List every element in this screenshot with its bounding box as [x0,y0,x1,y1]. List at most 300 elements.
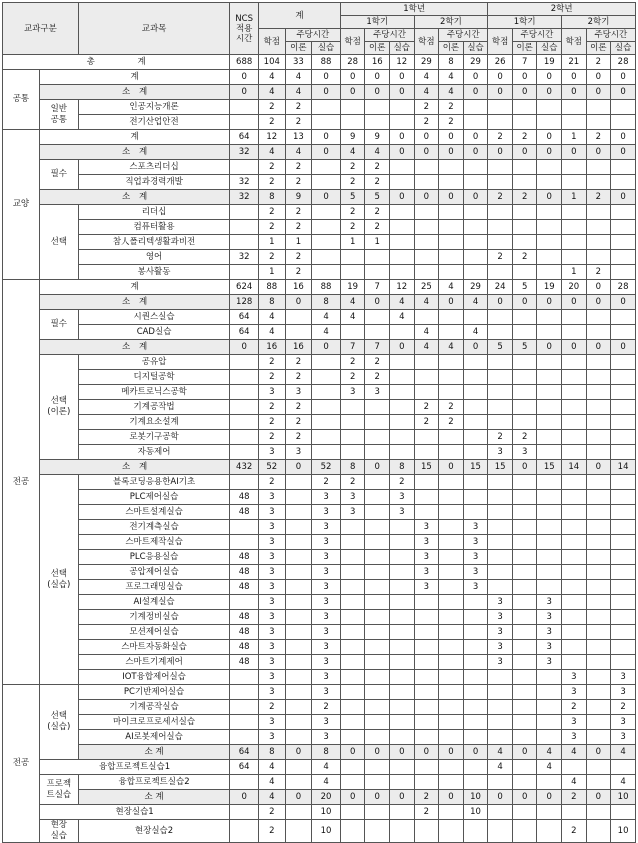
value-cell [463,775,488,790]
value-cell [365,100,390,115]
subject-name: 인공지능개론 [78,100,230,115]
value-cell [562,370,587,385]
value-cell [488,505,513,520]
value-cell [586,820,611,843]
value-cell: 0 [488,295,513,310]
group-major2: 전공 [3,685,40,843]
value-cell [390,205,415,220]
header-y2-sem2: 2학기 [562,16,636,29]
value-cell: 0 [562,295,587,310]
value-cell [537,220,562,235]
value-cell [463,655,488,670]
ncs-hours-cell: 32 [230,190,259,205]
ncs-hours-cell: 688 [230,55,259,70]
value-cell: 4 [312,325,341,340]
value-cell: 3 [312,715,341,730]
table-body [3,55,636,843]
table-row [3,445,636,460]
value-cell: 0 [463,130,488,145]
value-cell [586,370,611,385]
value-cell: 3 [537,640,562,655]
value-cell [390,550,415,565]
value-cell: 3 [258,715,285,730]
value-cell: 2 [414,790,439,805]
value-cell: 0 [512,85,537,100]
curriculum-table [2,2,636,843]
value-cell: 0 [611,85,636,100]
value-cell: 0 [414,745,439,760]
value-cell [439,310,464,325]
value-cell [439,535,464,550]
value-cell [611,100,636,115]
value-cell: 0 [439,460,464,475]
value-cell [611,505,636,520]
value-cell: 2 [258,355,285,370]
value-cell [439,670,464,685]
ncs-hours-cell [230,820,259,843]
value-cell: 3 [258,655,285,670]
header-category: 교과구분 [3,3,79,55]
header-credit: 학점 [340,29,365,55]
value-cell [611,565,636,580]
header-credit: 학점 [414,29,439,55]
value-cell: 2 [414,100,439,115]
value-cell: 8 [312,295,341,310]
value-cell [537,550,562,565]
value-cell [463,700,488,715]
table-row [3,790,636,805]
value-cell: 12 [258,130,285,145]
value-cell: 2 [340,175,365,190]
value-cell: 4 [611,775,636,790]
value-cell: 1 [258,235,285,250]
value-cell: 24 [488,280,513,295]
value-cell: 3 [488,445,513,460]
ncs-hours-cell [230,415,259,430]
value-cell: 2 [285,220,312,235]
subject-name: 소 계 [78,745,230,760]
value-cell: 3 [258,640,285,655]
value-cell: 12 [390,280,415,295]
value-cell: 52 [312,460,341,475]
value-cell [390,325,415,340]
value-cell: 0 [390,145,415,160]
subject-name: 스마트자동화실습 [78,640,230,655]
value-cell [390,715,415,730]
ncs-hours-cell [230,370,259,385]
value-cell [390,670,415,685]
subject-name: 공유압 [78,355,230,370]
header-weekly: 주당시간 [512,29,561,42]
ncs-hours-cell: 32 [230,145,259,160]
value-cell [537,310,562,325]
table-row [3,550,636,565]
value-cell [562,535,587,550]
table-row [3,205,636,220]
value-cell [390,565,415,580]
value-cell [365,415,390,430]
value-cell: 2 [312,475,341,490]
table-row [3,415,636,430]
value-cell [463,670,488,685]
header-weekly: 주당시간 [439,29,488,42]
value-cell [390,685,415,700]
ncs-hours-cell: 48 [230,655,259,670]
table-row [3,130,636,145]
value-cell [537,250,562,265]
value-cell: 4 [562,775,587,790]
value-cell: 3 [312,520,341,535]
value-cell: 2 [562,700,587,715]
value-cell [562,490,587,505]
ncs-hours-cell: 48 [230,505,259,520]
value-cell: 8 [390,460,415,475]
value-cell [512,550,537,565]
value-cell [488,730,513,745]
table-row [3,490,636,505]
table-row [3,580,636,595]
value-cell: 104 [258,55,285,70]
value-cell: 15 [463,460,488,475]
value-cell [512,310,537,325]
table-row [3,85,636,100]
value-cell: 4 [285,145,312,160]
value-cell: 7 [340,340,365,355]
value-cell: 0 [390,340,415,355]
value-cell: 2 [258,430,285,445]
value-cell [537,355,562,370]
value-cell [312,445,341,460]
value-cell: 0 [414,190,439,205]
value-cell [512,415,537,430]
value-cell: 15 [488,460,513,475]
value-cell [365,550,390,565]
value-cell [414,685,439,700]
subject-name: 프로그래밍실습 [78,580,230,595]
value-cell: 4 [312,310,341,325]
value-cell: 19 [537,55,562,70]
value-cell [562,760,587,775]
value-cell: 0 [562,85,587,100]
value-cell: 0 [312,130,341,145]
value-cell [365,400,390,415]
value-cell: 5 [512,280,537,295]
value-cell [390,535,415,550]
value-cell [611,475,636,490]
value-cell [340,400,365,415]
value-cell [340,535,365,550]
value-cell: 0 [365,85,390,100]
value-cell: 0 [611,70,636,85]
value-cell [611,445,636,460]
value-cell [312,355,341,370]
ncs-hours-cell [230,595,259,610]
value-cell [463,490,488,505]
ncs-hours-cell: 48 [230,625,259,640]
value-cell [340,760,365,775]
value-cell [414,655,439,670]
value-cell: 0 [586,295,611,310]
value-cell [365,595,390,610]
value-cell [365,820,390,843]
value-cell: 9 [285,190,312,205]
value-cell: 16 [285,280,312,295]
value-cell: 2 [365,175,390,190]
value-cell: 2 [488,190,513,205]
value-cell [285,595,312,610]
value-cell: 0 [312,340,341,355]
value-cell: 0 [586,745,611,760]
value-cell [390,700,415,715]
ncs-hours-cell [230,160,259,175]
value-cell [365,640,390,655]
value-cell [285,490,312,505]
value-cell [463,160,488,175]
value-cell: 3 [258,385,285,400]
value-cell [512,685,537,700]
value-cell: 2 [439,400,464,415]
subject-name: 마이크로프로세서실습 [78,715,230,730]
ncs-hours-cell [230,400,259,415]
table-row [3,595,636,610]
value-cell: 0 [340,85,365,100]
value-cell: 2 [340,205,365,220]
header-theory: 이론 [285,42,312,55]
value-cell: 52 [258,460,285,475]
value-cell [390,370,415,385]
value-cell [439,205,464,220]
value-cell [340,655,365,670]
value-cell [562,610,587,625]
value-cell [512,595,537,610]
value-cell [285,655,312,670]
header-theory: 이론 [586,42,611,55]
value-cell: 3 [562,685,587,700]
value-cell [414,700,439,715]
value-cell: 7 [365,280,390,295]
value-cell [365,325,390,340]
value-cell [414,445,439,460]
value-cell: 2 [365,370,390,385]
value-cell: 3 [463,550,488,565]
ncs-hours-cell: 64 [230,325,259,340]
table-row [3,55,636,70]
value-cell: 3 [611,730,636,745]
value-cell [463,250,488,265]
value-cell [285,715,312,730]
value-cell: 5 [365,190,390,205]
value-cell: 0 [312,190,341,205]
header-practice: 실습 [312,42,341,55]
value-cell: 3 [258,595,285,610]
value-cell: 0 [488,145,513,160]
value-cell: 5 [340,190,365,205]
value-cell: 16 [365,55,390,70]
value-cell [488,310,513,325]
value-cell [512,265,537,280]
value-cell [340,520,365,535]
value-cell [512,700,537,715]
value-cell [562,355,587,370]
value-cell: 0 [390,190,415,205]
table-row [3,160,636,175]
header-weekly: 주당시간 [586,29,635,42]
value-cell: 3 [414,565,439,580]
value-cell: 0 [537,70,562,85]
ncs-hours-cell: 624 [230,280,259,295]
value-cell: 3 [414,550,439,565]
value-cell: 2 [258,820,285,843]
value-cell: 2 [611,700,636,715]
ncs-hours-cell: 432 [230,460,259,475]
value-cell [390,115,415,130]
value-cell [562,205,587,220]
value-cell: 0 [340,790,365,805]
group-required: 필수 [39,310,78,340]
value-cell: 2 [285,205,312,220]
value-cell [439,385,464,400]
value-cell [439,160,464,175]
value-cell [562,325,587,340]
value-cell [562,565,587,580]
subject-name: 모션제어실습 [78,625,230,640]
value-cell: 10 [312,820,341,843]
value-cell: 3 [312,730,341,745]
value-cell: 2 [488,250,513,265]
value-cell [390,235,415,250]
value-cell: 4 [439,70,464,85]
value-cell: 0 [439,745,464,760]
value-cell: 3 [258,580,285,595]
value-cell [439,445,464,460]
value-cell [586,610,611,625]
value-cell [285,550,312,565]
value-cell: 0 [285,460,312,475]
value-cell [439,505,464,520]
value-cell [586,100,611,115]
value-cell [611,580,636,595]
value-cell [611,385,636,400]
value-cell [488,565,513,580]
subject-name: AI설계실습 [78,595,230,610]
value-cell: 4 [439,280,464,295]
value-cell [365,700,390,715]
value-cell [285,310,312,325]
header-credit: 학점 [562,29,587,55]
ncs-hours-cell [230,115,259,130]
table-row [3,310,636,325]
value-cell [512,235,537,250]
table-row [3,805,636,820]
value-cell: 0 [586,280,611,295]
table-row [3,400,636,415]
value-cell [414,775,439,790]
value-cell [390,400,415,415]
ncs-hours-cell [230,475,259,490]
value-cell [463,685,488,700]
ncs-hours-cell [230,100,259,115]
value-cell [463,175,488,190]
value-cell [488,490,513,505]
value-cell [439,520,464,535]
value-cell: 0 [365,745,390,760]
value-cell: 3 [562,715,587,730]
value-cell [586,415,611,430]
value-cell [340,250,365,265]
value-cell [488,325,513,340]
value-cell: 2 [258,475,285,490]
value-cell [312,415,341,430]
value-cell [586,205,611,220]
value-cell: 3 [414,535,439,550]
sum-label: 계 [39,70,229,85]
value-cell [463,310,488,325]
value-cell [390,610,415,625]
value-cell: 0 [463,190,488,205]
group-common: 공통 [3,70,40,130]
value-cell [537,520,562,535]
value-cell: 2 [512,130,537,145]
value-cell [512,400,537,415]
value-cell [488,370,513,385]
value-cell [611,235,636,250]
value-cell: 8 [258,190,285,205]
value-cell [390,640,415,655]
value-cell [611,205,636,220]
value-cell: 29 [463,280,488,295]
subject-name: 스포츠리더십 [78,160,230,175]
ncs-hours-cell: 64 [230,130,259,145]
value-cell: 29 [414,55,439,70]
value-cell: 3 [258,610,285,625]
value-cell [312,100,341,115]
table-row [3,100,636,115]
table-row [3,760,636,775]
value-cell: 8 [258,295,285,310]
value-cell [562,250,587,265]
ncs-hours-cell: 48 [230,565,259,580]
value-cell: 20 [562,280,587,295]
header-theory: 이론 [512,42,537,55]
value-cell [439,325,464,340]
value-cell: 0 [537,190,562,205]
value-cell [390,430,415,445]
value-cell: 0 [537,340,562,355]
value-cell [439,490,464,505]
value-cell: 2 [285,400,312,415]
value-cell [512,505,537,520]
value-cell [285,670,312,685]
ncs-hours-cell [230,730,259,745]
value-cell: 26 [488,55,513,70]
header-practice: 실습 [463,42,488,55]
value-cell: 0 [537,295,562,310]
value-cell [562,175,587,190]
table-row [3,730,636,745]
value-cell [390,175,415,190]
value-cell: 2 [439,100,464,115]
value-cell [390,415,415,430]
group-elective_practice: 선택 (실습) [39,475,78,685]
value-cell [586,325,611,340]
value-cell [414,250,439,265]
value-cell [439,220,464,235]
value-cell [312,385,341,400]
value-cell [537,430,562,445]
value-cell [586,580,611,595]
value-cell: 0 [512,745,537,760]
value-cell [611,415,636,430]
